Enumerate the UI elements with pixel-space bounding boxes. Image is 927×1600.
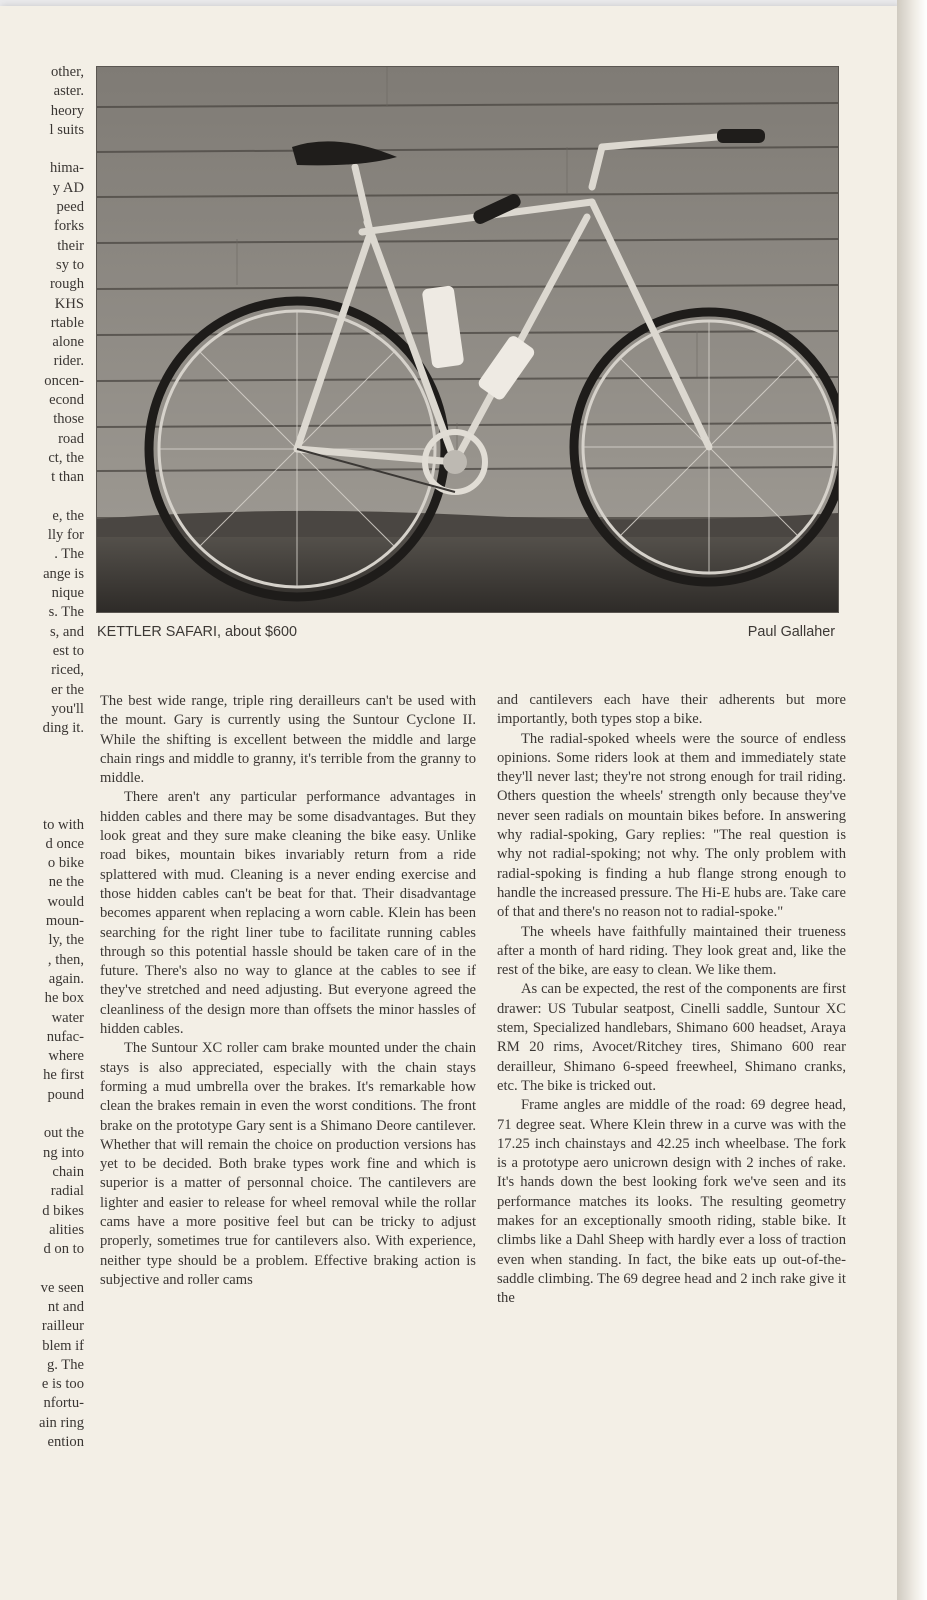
- article-column-right: [497, 691, 846, 1596]
- text-line: oncen-: [44, 372, 84, 389]
- text-line: e is too: [41, 1376, 84, 1393]
- paragraph: The wheels have faithfully maintained their trueness after a month of hard riding. They look great and, like the rest of the bike, are easy to clean. We like them.: [497, 923, 846, 979]
- text-line: d once: [45, 835, 84, 852]
- text-line: o bike: [47, 855, 84, 872]
- text-line: t than: [51, 469, 84, 486]
- text-line: out the: [43, 1125, 84, 1142]
- text-line: er the: [51, 681, 84, 698]
- text-line: peed: [56, 199, 84, 216]
- text-line: est to: [52, 642, 84, 659]
- text-line: d bikes: [42, 1202, 84, 1219]
- text-line: lly for: [47, 527, 84, 544]
- text-line: aster.: [53, 83, 84, 100]
- photo-credit: Paul Gallaher: [747, 624, 835, 640]
- text-line: e, the: [52, 507, 84, 524]
- text-line: [0, 758, 84, 777]
- text-line: [0, 1259, 84, 1278]
- paragraph: and cantilevers each have their adherents but more importantly, both types stop a bike.: [497, 692, 846, 728]
- text-line: ding it.: [42, 720, 84, 737]
- text-line: [0, 796, 84, 815]
- text-line: to with: [43, 816, 84, 833]
- text-line: s. The: [48, 604, 84, 621]
- text-line: , then,: [47, 951, 84, 968]
- text-line: sy to: [56, 256, 84, 273]
- text-line: nfortu-: [43, 1395, 84, 1412]
- photo-caption: [97, 624, 835, 640]
- text-line: pound: [47, 1086, 84, 1103]
- magazine-page: [0, 6, 897, 1600]
- text-line: y AD: [52, 179, 84, 196]
- text-line: he box: [44, 990, 84, 1007]
- text-line: road: [58, 430, 84, 447]
- text-line: rtable: [50, 314, 84, 331]
- article-column-middle: [100, 692, 476, 1596]
- text-line: ange is: [43, 565, 84, 582]
- text-line: chain: [52, 1163, 84, 1180]
- text-line: riced,: [51, 662, 84, 679]
- left-column-fragments: [0, 63, 84, 1452]
- text-line: rough: [49, 276, 84, 293]
- text-line: [0, 738, 84, 757]
- text-line: ct, the: [48, 449, 84, 466]
- text-line: l suits: [49, 121, 84, 138]
- paragraph: As can be expected, the rest of the components are first drawer: US Tubular seatpost, Cinelli saddle, Suntour XC stem, Specialized handlebars, Shimano 600 headset, Araya RM 20 rims, Avocet/Ritchey tires, Shimano 600 rear derailleur, Shimano 6-speed freewheel, Shimano cranks, etc. The bike is tricked out.: [497, 981, 846, 1094]
- text-line: where: [48, 1048, 84, 1065]
- text-line: he first: [43, 1067, 84, 1084]
- text-line: [0, 488, 84, 507]
- paragraph: There aren't any particular performance advantages in hidden cables and there may be some disadvantages. But they look great and they sure make cleaning the bike easy. Unlike road bikes, mountain bikes invariably return from a ride splattered with mud. Cleaning is a never ending exercise and those hidden cables can't be beat for that. Their disadvantage becomes apparent when replacing a worn cable. Klein has been searching for the right liner tube to facilitate running cables through so this potential hassle should be taken care of in the future. There's also no way to glance at the cables to see if they've stretched and need adjusting. But everyone agreed the cleanliness of the design more than offsets the minor hassles of hidden cables.: [100, 789, 476, 1038]
- bicycle-illustration: [97, 67, 838, 612]
- text-line: KHS: [54, 295, 84, 312]
- text-line: ain ring: [39, 1414, 84, 1431]
- text-line: g. The: [46, 1356, 84, 1373]
- text-line: heory: [50, 102, 84, 119]
- caption-title: KETTLER SAFARI, about $600: [97, 624, 297, 640]
- paragraph: Frame angles are middle of the road: 69 degree head, 71 degree seat. Where Klein threw in a curve was with the 17.25 inch chainstays and 42.25 inch wheelbase. The fork is a prototype aero unicrown design with 2 inches of rake. It's hands down the best looking fork we've seen and its performance matches its looks. The resulting geometry makes for an exceptionally smooth riding, stable bike. It climbs like a Dahl Sheep with hardly ever a loss of traction even when standing. In fact, the bike eats up out-of-the-saddle climbing. The 69 degree head and 2 inch rake give it the: [497, 1097, 846, 1307]
- bicycle-photo: [96, 66, 839, 613]
- text-line: blem if: [42, 1337, 84, 1354]
- text-line: econd: [49, 392, 84, 409]
- text-line: [0, 140, 84, 159]
- text-line: hima-: [49, 160, 84, 177]
- text-line: alone: [52, 334, 84, 351]
- text-line: d on to: [43, 1241, 84, 1258]
- paragraph: The best wide range, triple ring derailleurs can't be used with the mount. Gary is currently using the Suntour Cyclone II. While the shifting is excellent between the middle and large chain rings and middle to granny, it's terrible from the granny to middle.: [100, 693, 476, 787]
- text-line: nufac-: [46, 1028, 84, 1045]
- text-line: ne the: [48, 874, 84, 891]
- text-line: ly, the: [48, 932, 84, 949]
- text-line: their: [57, 237, 84, 254]
- paragraph: The Suntour XC roller cam brake mounted under the chain stays is also appreciated, especially with the chain stays forming a mud umbrella over the brakes. It's remarkable how clean the brakes remain in even the worst conditions. The front brake on the prototype Gary sent is a Shimano Deore cantilever. Whether that will remain the choice on production versions has yet to be decided. Both brake types work fine and which is superior is a matter of personnal choice. The cantilevers are lighter and easier to release for wheel removal while the rollar cams have a more positive feel but can be tricky to adjust properly, sometimes true for cantilevers also. With experience, neither type should be a problem. Effective braking action is subjective and roller cams: [100, 1040, 476, 1288]
- text-line: [0, 1105, 84, 1124]
- text-line: ng into: [43, 1144, 84, 1161]
- text-line: radial: [50, 1183, 84, 1200]
- text-line: would: [47, 893, 84, 910]
- text-line: alities: [49, 1221, 84, 1238]
- text-line: . The: [54, 546, 84, 563]
- text-line: rider.: [53, 353, 84, 370]
- text-line: water: [51, 1009, 84, 1026]
- text-line: railleur: [41, 1318, 84, 1335]
- paragraph: The radial-spoked wheels were the source of endless opinions. Some riders look at them and immediately state they'll never last; they're not strong enough for trail riding. Others question the wheels' strength only because they've never seen radials on mountain bikes before. In answering why radial-spoking, Gary replies: "The real question is why not radial-spoking; not why. The only problem with radial-spoking is finding a hub flange strong enough to handle the increased pressure. The Hi-E hubs are. Take care of that and there's no reason not to radial-spoke.": [497, 730, 846, 921]
- text-line: other,: [50, 64, 84, 80]
- text-line: [0, 777, 84, 796]
- text-line: s, and: [49, 623, 84, 640]
- page-gutter: [897, 0, 927, 1600]
- text-line: again.: [48, 970, 84, 987]
- text-line: nt and: [47, 1299, 84, 1315]
- text-line: nique: [51, 585, 84, 602]
- text-line: you'll: [51, 700, 84, 717]
- text-line: moun-: [45, 913, 84, 930]
- text-line: ve seen: [40, 1279, 84, 1296]
- text-line: forks: [54, 218, 84, 235]
- text-line: ention: [47, 1434, 84, 1451]
- text-line: those: [53, 411, 84, 428]
